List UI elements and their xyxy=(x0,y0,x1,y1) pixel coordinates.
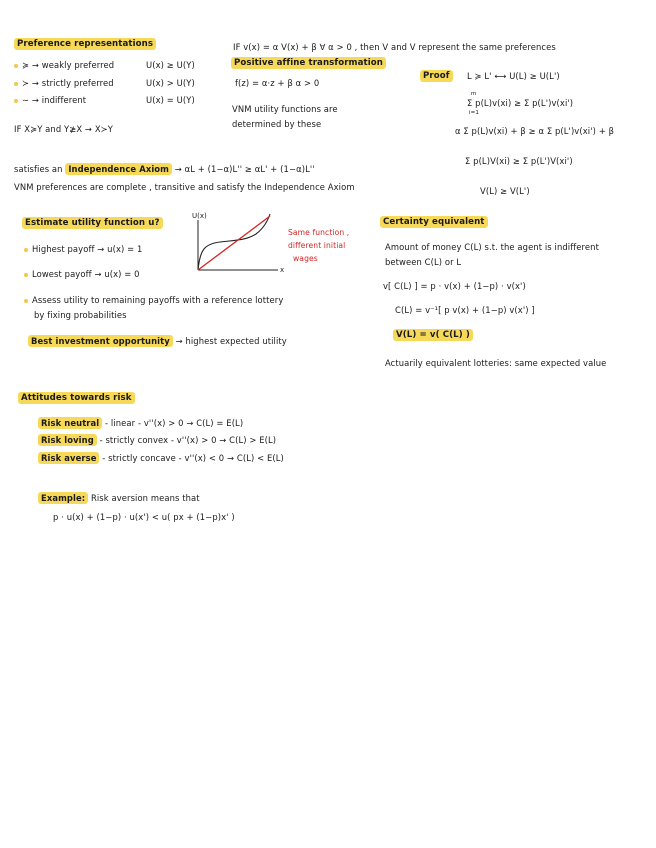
utility-sketch xyxy=(186,210,286,280)
proof-line-1: L ≽ L' ⟷ U(L) ≥ U(L') xyxy=(467,71,560,81)
independence-line: satisfies an Independence Axiom → αL + (1−α)L'' ≥ αL' + (1−α)L'' xyxy=(14,164,315,174)
pref-weak-eq: U(x) ≥ U(Y) xyxy=(146,60,195,70)
risk-neutral: Risk neutral - linear - v''(x) > 0 → C(L) = E(L) xyxy=(38,418,243,428)
bullet-icon xyxy=(24,248,28,252)
transitivity-rule: IF X≽Y and Y≱X → X≻Y xyxy=(14,124,113,134)
graph-xlabel: x xyxy=(280,266,285,274)
certainty-def-2: between C(L) or L xyxy=(385,257,462,267)
risk-averse: Risk averse - strictly concave - v''(x) < 0 → C(L) < E(L) xyxy=(38,453,284,463)
certainty-eq-1: v[ C(L) ] = p · v(x) + (1−p) · v(x') xyxy=(383,281,526,291)
pref-row-weak xyxy=(14,60,114,70)
affine-title: Positive affine transformation xyxy=(231,58,386,68)
risk-averse-label: Risk averse xyxy=(38,452,99,464)
graph-note-2: different initial xyxy=(288,241,346,250)
pref-row-strict xyxy=(14,78,114,88)
proof-sum-top: m xyxy=(471,91,477,97)
actuarial-note: Actuarily equivalent lotteries: same expected value xyxy=(385,358,607,368)
bullet-icon xyxy=(24,273,28,277)
example-formula: p · u(x) + (1−p) · u(x') < u( px + (1−p)x' ) xyxy=(53,512,235,522)
vnm-note-line1: VNM utility functions are xyxy=(232,104,338,114)
pref-strict-label: ≻ → strictly preferred xyxy=(22,78,114,88)
bullet-icon xyxy=(14,82,18,86)
risk-loving-label: Risk loving xyxy=(38,434,97,446)
proof-line-5: V(L) ≥ V(L') xyxy=(480,186,530,196)
example-label: Example: xyxy=(38,492,88,504)
certainty-def-1: Amount of money C(L) s.t. the agent is indifferent xyxy=(385,242,599,252)
pref-title: Preference representations xyxy=(14,39,156,49)
pref-indiff-eq: U(x) = U(Y) xyxy=(146,95,195,105)
bullet-icon xyxy=(14,64,18,68)
graph-ylabel: U(x) xyxy=(192,212,207,220)
linear-utility-line xyxy=(198,216,270,270)
independence-highlight: Independence Axiom xyxy=(65,163,172,175)
estimate-lowest: Lowest payoff → u(x) = 0 xyxy=(24,269,140,279)
proof-sum-idx: i=1 xyxy=(469,110,479,116)
graph-note-1: Same function , xyxy=(288,228,350,237)
certainty-eq-2: C(L) = v⁻¹[ p v(x) + (1−p) v(x') ] xyxy=(395,305,535,315)
certainty-title: Certainty equivalent xyxy=(380,217,488,227)
pref-strict-eq: U(x) > U(Y) xyxy=(146,78,195,88)
proof-label: Proof xyxy=(420,71,453,81)
certainty-eq-3: V(L) = v( C(L) ) xyxy=(393,330,473,340)
example-line: Example: Risk aversion means that xyxy=(38,493,200,503)
proof-line-4: Σ p(L)V(xi) ≥ Σ p(L')V(xi') xyxy=(465,156,573,166)
bullet-icon xyxy=(14,99,18,103)
estimate-highest: Highest payoff → u(x) = 1 xyxy=(24,244,142,254)
estimate-title: Estimate utility function u? xyxy=(22,218,163,228)
estimate-assess-cont: by fixing probabilities xyxy=(34,310,127,320)
affine-formula: f(z) = α·z + β α > 0 xyxy=(235,78,320,88)
pref-weak-label: ≽ → weakly preferred xyxy=(22,60,115,70)
risk-loving: Risk loving - strictly convex - v''(x) > 0 → C(L) > E(L) xyxy=(38,435,276,445)
vnm-note-line2: determined by these xyxy=(232,119,322,129)
risk-title: Attitudes towards risk xyxy=(18,393,135,403)
best-investment: Best investment opportunity → highest expected utility xyxy=(28,336,287,346)
vnm-properties: VNM preferences are complete , transitive and satisfy the Independence Axiom xyxy=(14,182,355,192)
estimate-assess: Assess utility to remaining payoffs with a reference lottery xyxy=(24,295,283,305)
proof-line-2: Σ p(L)v(xi) ≥ Σ p(L')v(xi') xyxy=(467,98,574,108)
bullet-icon xyxy=(24,299,28,303)
graph-note-3: wages xyxy=(293,254,318,263)
pref-indiff-label: ∼ → indifferent xyxy=(22,95,87,105)
best-investment-highlight: Best investment opportunity xyxy=(28,335,173,347)
pref-row-indiff xyxy=(14,95,86,105)
proof-line-3: α Σ p(L)v(xi) + β ≥ α Σ p(L')v(xi') + β xyxy=(455,126,615,136)
affine-statement: IF v(x) = α V(x) + β ∀ α > 0 , then V and V represent the same preferences xyxy=(233,42,556,52)
risk-neutral-label: Risk neutral xyxy=(38,417,102,429)
